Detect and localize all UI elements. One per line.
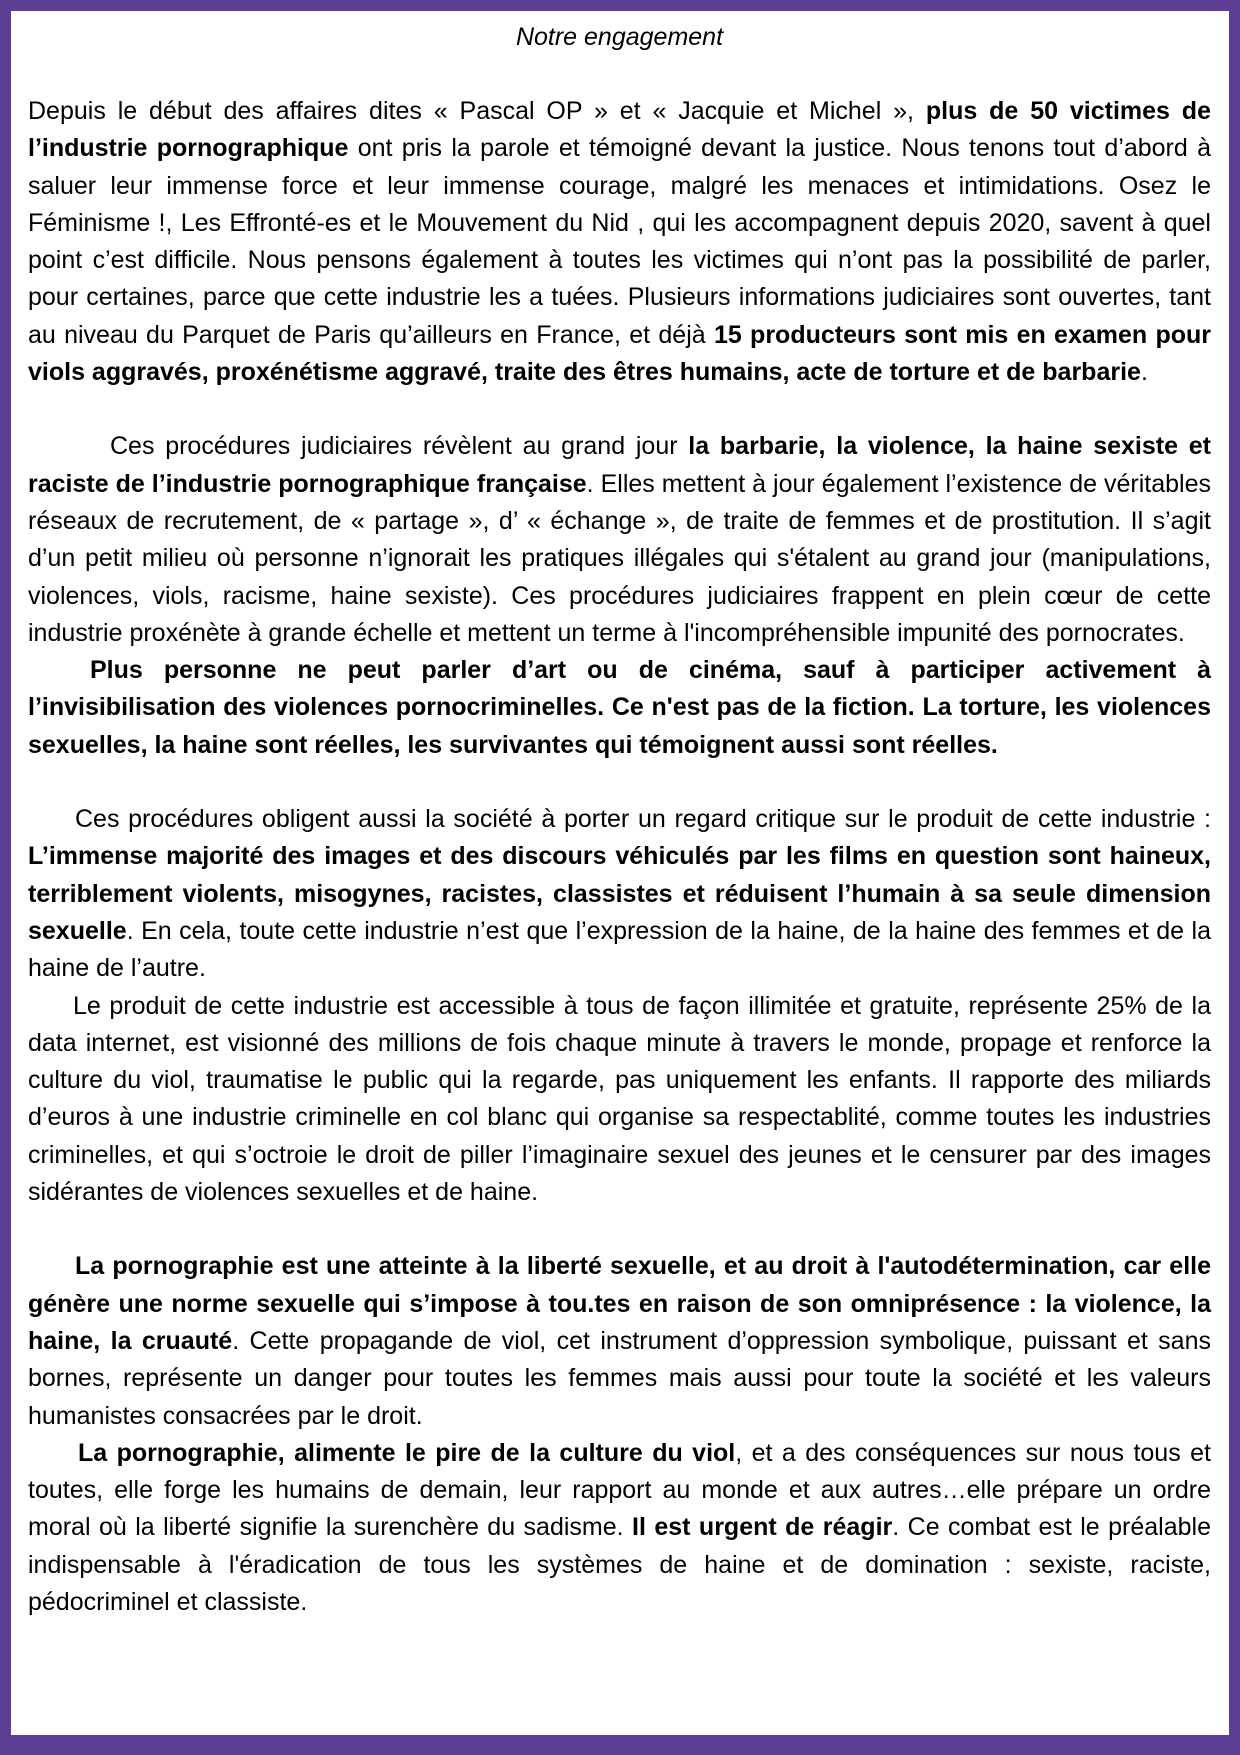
paragraph-1-text-2: ont pris la parole et témoigné devant la justice. Nous tenons tout d’abord à saluer leur immense force et leur immense courage, malgré les menaces et intimidations. Osez le Féminisme !, Les Effronté-es et le Mouvement du Nid , qui les accompagnent depuis 2020, savent à quel point c’est difficile. Nous pensons également à toutes les victimes qui n’ont pas la possibilité de parler, pour certaines, parce que cette industrie les a tuées. Plusieurs informations judiciaires sont ouvertes, tant au niveau du Parquet de Paris qu’ailleurs en France, et déjà [28,134,1211,349]
paragraph-4-text-2: . En cela, toute cette industrie n’est que l’expression de la haine, de la haine des femmes et de la haine de l’autre. [28,916,1211,983]
paragraph-7-text-2: . Ce combat est le préalable indispensable à l'éradication de tous les systèmes de haine et de domination : sexiste, raciste, pédocriminel et classiste. [28,1513,1211,1616]
paragraph-5-text-1: Le produit de cette industrie est accessible à tous de façon illimitée et gratuite, représente 25% de la data internet, est visionné des millions de fois chaque minute à travers le monde, propage et renforce la culture du viol, traumatise le public qui la regarde, pas uniquement les enfants. Il rapporte des miliards d’euros à une industrie criminelle en col blanc qui organise sa respectablité, comme toutes les industries criminelles, et qui s’octroie le droit de piller l’imaginaire sexuel des jeunes et le censurer par des images sidérantes de violences sexuelles et de haine. [28,991,1211,1207]
paragraph-2-text-2: . Elles mettent à jour également l’existence de véritables réseaux de recrutement, de « partage », d’ « échange », de traite de femmes et de prostitution. Il s’agit d’un petit milieu où personne n’ignorait les pratiques illégales qui s'étalent au grand jour (manipulations, violences, viols, racisme, haine sexiste). Ces procédures judiciaires frappent en plein cœur de cette industrie proxénète à grande échelle et mettent un terme à l'incompréhensible impunité des pornocrates. [28,469,1211,647]
paragraph-4 [28,801,1211,987]
paragraph-6 [28,1248,1211,1434]
paragraph-7-text-1: , et a des conséquences sur nous tous et toutes, elle forge les humains de demain, leur rapport au monde et aux autres…elle prépare un ordre moral où la liberté signifie la surenchère du sadisme. [28,1438,1211,1542]
paragraph-4-bold-1: L’immense majorité des images et des discours véhiculés par les films en question sont haineux, terriblement violents, misogynes, racistes, classistes et réduisent l’humain à sa seule dimension sexuelle [28,842,1211,945]
paragraph-7-bold-1: La pornographie, alimente le pire de la culture du viol [78,1438,736,1467]
paragraph-6-text-1: . Cette propagande de viol, cet instrument d’oppression symbolique, puissant et sans bornes, représente un danger pour toutes les femmes mais aussi pour toute la société et les valeurs humanistes consacrées par le droit. [28,1326,1211,1430]
paragraph-1-text-3: . [1140,358,1148,387]
paragraph-5 [28,988,1211,1212]
paragraph-3 [28,652,1211,764]
paragraph-3-bold-1: Plus personne ne peut parler d’art ou de cinéma, sauf à participer activement à l’invisibilisation des violences pornocriminelles. Ce n'est pas de la fiction. La torture, les violences sexuelles, la haine sont réelles, les survivantes qui témoignent aussi sont réelles. [28,656,1211,759]
paragraph-2-text-1: Ces procédures judiciaires révèlent au grand jour [110,432,689,461]
paragraph-7-bold-2: Il est urgent de réagir [632,1513,893,1542]
paragraph-1 [28,93,1211,391]
paragraph-2-bold-1: la barbarie, la violence, la haine sexiste et raciste de l’industrie pornographique française [28,432,1211,498]
paragraph-2 [28,428,1211,652]
paragraph-1-text-1: Depuis le début des affaires dites « Pascal OP » et « Jacquie et Michel », [28,97,926,125]
paragraph-1-bold-2: 15 producteurs sont mis en examen pour viols aggravés, proxénétisme aggravé, traite des êtres humains, acte de torture et de barbarie [28,320,1211,387]
paragraph-6-bold-1: La pornographie est une atteinte à la liberté sexuelle, et au droit à l'autodétermination, car elle génère une norme sexuelle qui s’impose à tou.tes en raison de son omniprésence : la violence, la haine, la cruauté [28,1252,1211,1355]
paragraph-7 [28,1435,1211,1621]
paragraph-4-text-1: Ces procédures obligent aussi la société à porter un regard critique sur le produit de cette industrie : [75,805,1211,834]
document-title: Notre engagement [515,23,724,51]
paragraph-1-bold-1: plus de 50 victimes de l’industrie pornographique [28,97,1211,163]
